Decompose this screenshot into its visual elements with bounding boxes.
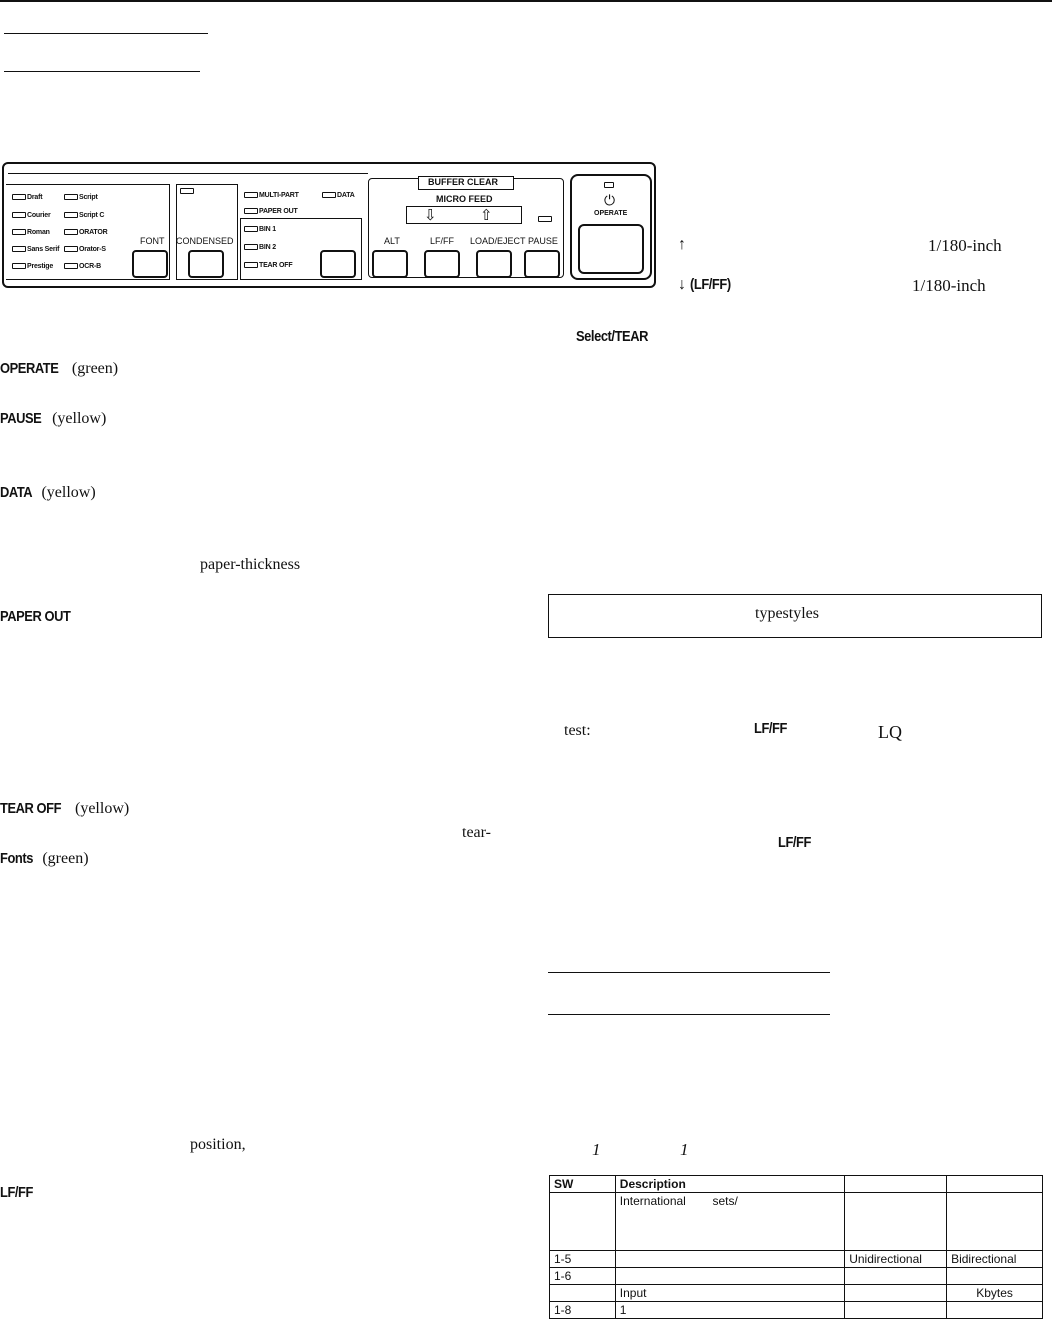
tear-select-button[interactable] (320, 250, 356, 278)
table-cell: 1 (615, 1302, 844, 1319)
table-cell (550, 1285, 616, 1302)
load-eject-button-label: LOAD/EJECT (470, 236, 526, 246)
table-cell: 1-8 (550, 1302, 616, 1319)
operate-lamp (604, 182, 615, 189)
micro-up-note (678, 236, 686, 254)
table-cell: 1-6 (550, 1268, 616, 1285)
paper-thickness-word: paper-thickness (200, 556, 301, 573)
typestyles-word: typestyles (755, 605, 819, 622)
heading-underline-2 (4, 71, 200, 72)
table-cell: Input (615, 1285, 844, 1302)
lf-ff-button-description: LF/FF (0, 1184, 33, 1201)
down-arrow-icon: ↓ (678, 276, 686, 293)
pause-lamp-description: PAUSE (yellow) (0, 410, 107, 427)
micro-down-fraction: 1/180-inch (912, 276, 986, 295)
table-cell (615, 1268, 844, 1285)
condensed-lamp (180, 188, 195, 195)
lf-ff-button-label: LF/FF (430, 236, 454, 246)
power-icon: ⏻ (604, 192, 616, 208)
select-tear-label: Select/TEAR (576, 328, 648, 345)
table-cell (845, 1285, 947, 1302)
operate-button-label: OPERATE (594, 210, 628, 217)
media-lamp-bin-1: BIN 1 (244, 226, 276, 233)
table-cell (947, 1193, 1043, 1251)
table-cell (615, 1251, 844, 1268)
table-header-row (550, 1176, 1043, 1193)
pause-lamp (538, 216, 553, 223)
table-row (550, 1193, 1043, 1251)
micro-up-icon: ⇧ (480, 207, 493, 224)
condensed-button[interactable] (188, 250, 224, 278)
buffer-clear-label: BUFFER CLEAR (428, 177, 498, 187)
media-lamp-tear-off: TEAR OFF (244, 262, 292, 269)
data-lamp: DATA (322, 192, 355, 199)
dip-heading-underline-1 (548, 972, 830, 973)
self-test-lf-ff: LF/FF (754, 720, 787, 737)
pause-button[interactable] (524, 250, 560, 278)
font-lamp-script-c: Script C (64, 212, 104, 219)
page-top-rule (0, 0, 1052, 2)
table-cell (845, 1268, 947, 1285)
media-lamp-bin-2: BIN 2 (244, 244, 276, 251)
micro-feed-label: MICRO FEED (436, 194, 493, 204)
table-cell (845, 1302, 947, 1319)
table-cell: 1-5 (550, 1251, 616, 1268)
fonts-lamp-description: Fonts (green) (0, 850, 89, 867)
font-lamp-prestige: Prestige (12, 263, 53, 270)
font-lamp-courier: Courier (12, 212, 51, 219)
font-lamp-ocr-b: OCR-B (64, 263, 101, 270)
table-header-on (845, 1176, 947, 1193)
condensed-button-label: CONDENSED (176, 236, 234, 246)
table-cell (947, 1268, 1043, 1285)
table-cell: International sets/ (615, 1193, 844, 1251)
operate-lamp-description: OPERATE (green) (0, 360, 119, 377)
dip-switch-table (549, 1175, 1043, 1319)
table-cell (845, 1193, 947, 1251)
self-test-lq: LQ (878, 722, 902, 742)
self-test-word: test: (564, 722, 591, 739)
typestyles-note-box (548, 594, 1042, 638)
dip-heading-underline-2 (548, 1014, 830, 1015)
pause-button-label: PAUSE (528, 236, 558, 246)
font-button[interactable] (132, 250, 168, 278)
table-row (550, 1268, 1043, 1285)
table-header-off (947, 1176, 1043, 1193)
position-word: position, (190, 1136, 246, 1153)
dip-switch-number-b: 1 (680, 1140, 689, 1159)
tear-hyphen-word: tear- (462, 824, 491, 841)
table-header-sw: SW (550, 1176, 616, 1193)
media-lamp-paper-out: PAPER OUT (244, 208, 298, 215)
font-lamp-draft: Draft (12, 194, 42, 201)
table-cell: Kbytes (947, 1285, 1043, 1302)
font-lamp-orator-s: Orator-S (64, 246, 106, 253)
dip-switch-number-a: 1 (592, 1140, 601, 1159)
table-row (550, 1285, 1043, 1302)
alt-button[interactable] (372, 250, 408, 278)
micro-down-icon: ⇩ (424, 207, 437, 224)
micro-down-note: ↓ (LF/FF) (678, 276, 731, 293)
up-arrow-icon: ↑ (678, 236, 686, 253)
font-lamp-orator: ORATOR (64, 229, 108, 236)
font-lamp-script: Script (64, 194, 98, 201)
lf-ff-button[interactable] (424, 250, 460, 278)
table-cell: Bidirectional (947, 1251, 1043, 1268)
media-lamp-multi-part: MULTI-PART (244, 192, 299, 199)
tear-off-lamp-description: TEAR OFF (yellow) (0, 800, 130, 817)
table-row (550, 1302, 1043, 1319)
alt-button-label: ALT (384, 236, 400, 246)
font-lamp-roman: Roman (12, 229, 50, 236)
font-lamp-sans-serif: Sans Serif (12, 246, 59, 253)
panel-top-strip (8, 173, 368, 174)
operate-button[interactable] (578, 224, 644, 274)
control-panel-illustration (2, 162, 656, 288)
heading-underline-1 (4, 33, 208, 34)
table-cell (947, 1302, 1043, 1319)
data-lamp-description: DATA (yellow) (0, 484, 96, 501)
load-eject-button[interactable] (476, 250, 512, 278)
draft-test-lf-ff: LF/FF (778, 834, 811, 851)
paper-out-lamp-description: PAPER OUT (0, 608, 71, 625)
table-cell: Unidirectional (845, 1251, 947, 1268)
font-button-label: FONT (140, 236, 165, 246)
table-row (550, 1251, 1043, 1268)
table-header-description: Description (615, 1176, 844, 1193)
table-cell (550, 1193, 616, 1251)
micro-up-fraction: 1/180-inch (928, 236, 1002, 255)
